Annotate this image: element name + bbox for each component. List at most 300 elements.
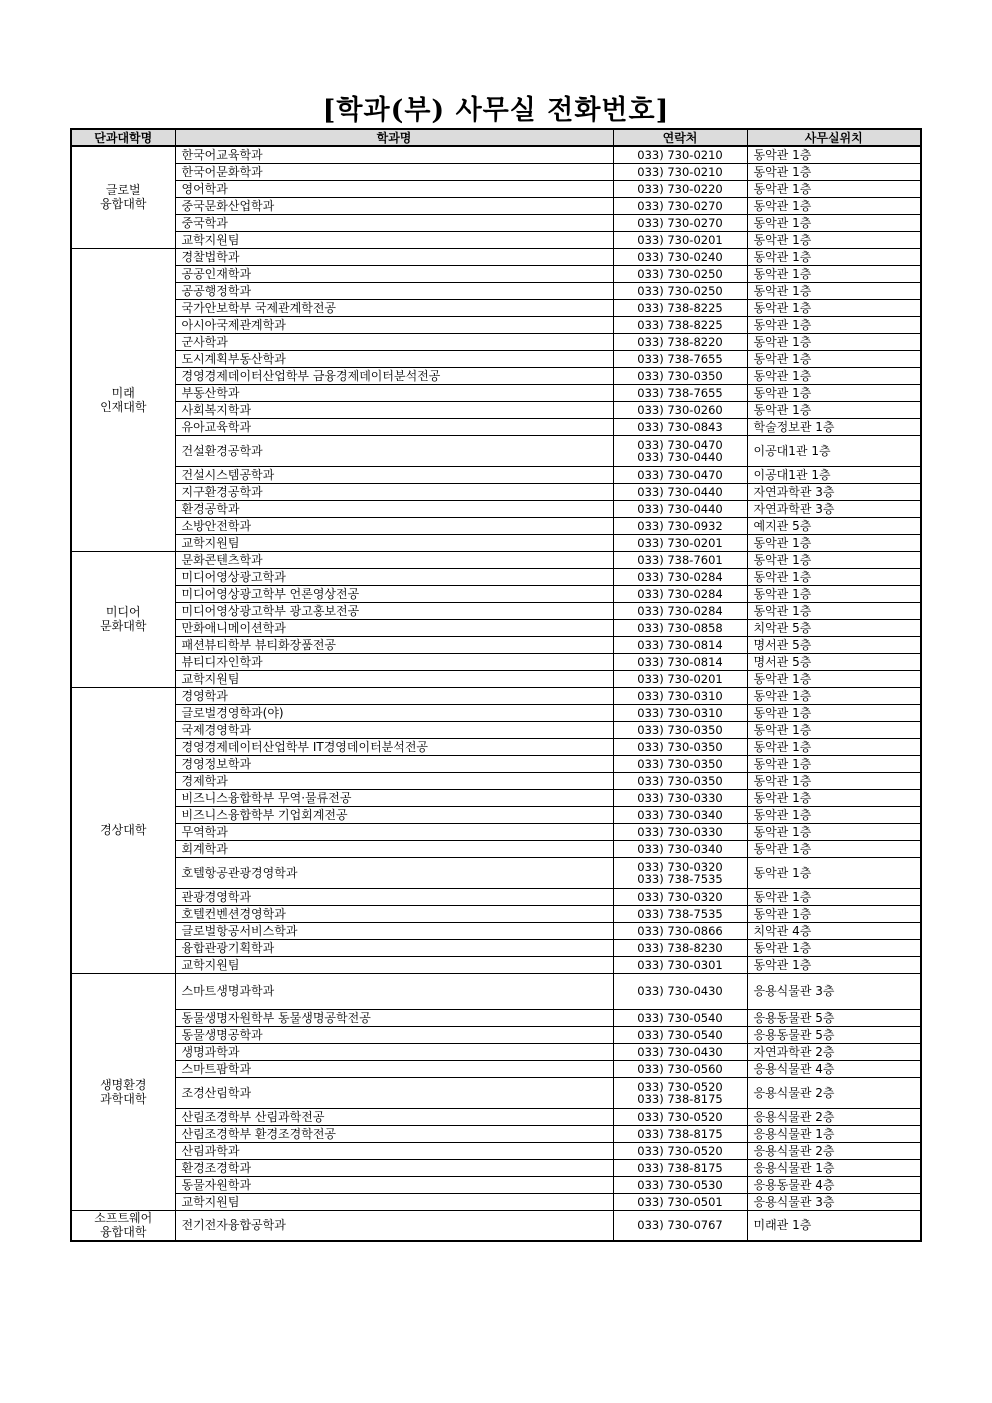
department-name: 미디어영상광고학과 — [175, 568, 613, 585]
phone-number — [613, 367, 747, 384]
phone-number-line: 033) 730-0350 — [637, 739, 723, 754]
college-name — [71, 551, 175, 687]
table-row — [71, 299, 921, 316]
table-row — [71, 1009, 921, 1026]
phone-number-line: 033) 730-0440 — [637, 484, 723, 499]
phone-number — [613, 197, 747, 214]
phone-directory-table — [70, 128, 922, 1242]
table-row — [71, 483, 921, 500]
office-location: 동악관 1층 — [747, 823, 921, 840]
phone-number — [613, 585, 747, 602]
department-name: 동물생명자원학부 동물생명공학전공 — [175, 1009, 613, 1026]
department-name: 지구환경공학과 — [175, 483, 613, 500]
phone-number-line: 033) 730-0858 — [637, 620, 723, 635]
phone-number — [613, 939, 747, 956]
phone-number-line: 033) 730-0301 — [637, 957, 723, 972]
phone-number — [613, 214, 747, 231]
phone-number — [613, 180, 747, 197]
office-location: 동악관 1층 — [747, 197, 921, 214]
office-location: 동악관 1층 — [747, 888, 921, 905]
department-name: 동물생명공학과 — [175, 1026, 613, 1043]
office-location: 동악관 1층 — [747, 214, 921, 231]
office-location: 자연과학관 2층 — [747, 1043, 921, 1060]
phone-number — [613, 1060, 747, 1077]
phone-number-line: 033) 738-8230 — [637, 940, 723, 955]
office-location: 미래관 1층 — [747, 1210, 921, 1241]
office-location: 자연과학관 3층 — [747, 500, 921, 517]
phone-number — [613, 483, 747, 500]
table-row — [71, 755, 921, 772]
phone-number — [613, 500, 747, 517]
phone-number — [613, 956, 747, 973]
department-name: 경영경제데이터산업학부 IT경영데이터분석전공 — [175, 738, 613, 755]
phone-number — [613, 687, 747, 704]
department-name: 경제학과 — [175, 772, 613, 789]
table-row — [71, 738, 921, 755]
phone-number — [613, 1176, 747, 1193]
header-office-location: 사무실위치 — [747, 129, 921, 146]
college-name-line: 미디어 — [105, 605, 141, 619]
phone-number-line: 033) 730-0320 — [637, 889, 723, 904]
office-location: 동악관 1층 — [747, 721, 921, 738]
phone-number-line: 033) 730-0260 — [637, 402, 723, 417]
department-name: 공공행정학과 — [175, 282, 613, 299]
department-name: 교학지원팀 — [175, 956, 613, 973]
table-row — [71, 384, 921, 401]
table-row — [71, 956, 921, 973]
table-row — [71, 840, 921, 857]
phone-number-line: 033) 730-0210 — [637, 147, 723, 162]
phone-number — [613, 248, 747, 265]
phone-number-line: 033) 730-0767 — [637, 1218, 723, 1233]
table-row — [71, 922, 921, 939]
table-row — [71, 146, 921, 163]
office-location: 응용식물관 2층 — [747, 1108, 921, 1125]
table-row — [71, 1159, 921, 1176]
phone-number-line: 033) 738-7535 — [637, 871, 723, 886]
college-name-line: 인재대학 — [100, 399, 147, 414]
phone-number — [613, 1043, 747, 1060]
office-location: 동악관 1층 — [747, 956, 921, 973]
office-location: 동악관 1층 — [747, 840, 921, 857]
phone-number-line: 033) 730-0350 — [637, 722, 723, 737]
phone-number-line: 033) 738-7535 — [637, 906, 723, 921]
table-row — [71, 1193, 921, 1210]
department-name: 산림조경학부 산림과학전공 — [175, 1108, 613, 1125]
phone-number-line: 033) 730-0866 — [637, 923, 723, 938]
table-row — [71, 350, 921, 367]
phone-number-line: 033) 730-0330 — [637, 824, 723, 839]
department-name: 글로벌경영학과(야) — [175, 704, 613, 721]
phone-number — [613, 231, 747, 248]
college-name-line: 생명환경 — [100, 1077, 147, 1092]
phone-number — [613, 146, 747, 163]
phone-number-line: 033) 730-0320 — [637, 859, 723, 874]
office-location: 동악관 1층 — [747, 551, 921, 568]
department-name: 산림과학과 — [175, 1142, 613, 1159]
phone-number — [613, 333, 747, 350]
department-name: 산림조경학부 환경조경학전공 — [175, 1125, 613, 1142]
department-name: 융합관광기획학과 — [175, 939, 613, 956]
phone-number-line: 033) 730-0540 — [637, 1027, 723, 1042]
department-name: 유아교육학과 — [175, 418, 613, 435]
department-name: 경영정보학과 — [175, 755, 613, 772]
phone-number-line: 033) 730-0201 — [637, 232, 723, 247]
department-name: 교학지원팀 — [175, 1193, 613, 1210]
office-location: 응용식물관 4층 — [747, 1060, 921, 1077]
table-row — [71, 197, 921, 214]
phone-number-line: 033) 730-0430 — [637, 984, 723, 998]
table-row — [71, 231, 921, 248]
header-row — [71, 129, 921, 146]
phone-number-line: 033) 730-0530 — [637, 1177, 723, 1192]
phone-number-line: 033) 730-0210 — [637, 164, 723, 179]
department-name: 국제경영학과 — [175, 721, 613, 738]
department-name: 부동산학과 — [175, 384, 613, 401]
phone-number-line: 033) 730-0350 — [637, 773, 723, 788]
header-phone: 연락처 — [613, 129, 747, 146]
phone-number — [613, 973, 747, 1009]
table-row — [71, 939, 921, 956]
office-location: 동악관 1층 — [747, 789, 921, 806]
college-name-line: 과학대학 — [100, 1091, 147, 1106]
phone-number — [613, 551, 747, 568]
college-name-line: 융합대학 — [100, 197, 147, 212]
department-name: 경찰법학과 — [175, 248, 613, 265]
phone-number — [613, 316, 747, 333]
department-name: 한국어문화학과 — [175, 163, 613, 180]
office-location: 동악관 1층 — [747, 585, 921, 602]
table-row — [71, 585, 921, 602]
table-row — [71, 180, 921, 197]
phone-number — [613, 772, 747, 789]
college-name-line: 글로벌 — [105, 183, 141, 198]
office-location: 동악관 1층 — [747, 806, 921, 823]
office-location: 동악관 1층 — [747, 602, 921, 619]
office-location: 동악관 1층 — [747, 316, 921, 333]
department-name: 영어학과 — [175, 180, 613, 197]
table-row — [71, 214, 921, 231]
office-location: 동악관 1층 — [747, 534, 921, 551]
office-location: 동악관 1층 — [747, 939, 921, 956]
table-row — [71, 1176, 921, 1193]
phone-number-line: 033) 730-0440 — [637, 501, 723, 516]
department-name: 전기전자융합공학과 — [175, 1210, 613, 1241]
office-location: 치악관 4층 — [747, 922, 921, 939]
office-location: 동악관 1층 — [747, 755, 921, 772]
table-row — [71, 500, 921, 517]
office-location: 동악관 1층 — [747, 163, 921, 180]
phone-number — [613, 721, 747, 738]
phone-number — [613, 282, 747, 299]
phone-number-line: 033) 738-7655 — [637, 385, 723, 400]
department-name: 회계학과 — [175, 840, 613, 857]
department-name: 경영경제데이터산업학부 금융경제데이터분석전공 — [175, 367, 613, 384]
phone-number-line: 033) 730-0330 — [637, 790, 723, 805]
phone-number-line: 033) 730-0340 — [637, 807, 723, 822]
department-name: 스마트생명과학과 — [175, 973, 613, 1009]
department-name: 문화콘텐츠학과 — [175, 551, 613, 568]
phone-number — [613, 888, 747, 905]
table-row — [71, 973, 921, 1009]
department-name: 만화애니메이션학과 — [175, 619, 613, 636]
department-name: 교학지원팀 — [175, 670, 613, 687]
phone-number — [613, 163, 747, 180]
table-row — [71, 1077, 921, 1108]
phone-number-line: 033) 730-0440 — [637, 449, 723, 464]
office-location: 동악관 1층 — [747, 687, 921, 704]
phone-number — [613, 265, 747, 282]
header-college: 단과대학명 — [71, 129, 175, 146]
table-row — [71, 721, 921, 738]
college-name — [71, 973, 175, 1210]
phone-number — [613, 653, 747, 670]
phone-number — [613, 1125, 747, 1142]
phone-number-line: 033) 730-0284 — [637, 569, 723, 584]
table-row — [71, 333, 921, 350]
phone-number-line: 033) 738-8225 — [637, 317, 723, 332]
office-location: 동악관 1층 — [747, 248, 921, 265]
office-location: 응용식물관 2층 — [747, 1077, 921, 1108]
office-location: 응용식물관 1층 — [747, 1125, 921, 1142]
office-location: 응용식물관 3층 — [747, 1193, 921, 1210]
phone-number-line: 033) 730-0814 — [637, 654, 723, 669]
phone-number-line: 033) 730-0284 — [637, 586, 723, 601]
department-name: 동물자원학과 — [175, 1176, 613, 1193]
office-location: 응용동물관 5층 — [747, 1026, 921, 1043]
phone-number — [613, 670, 747, 687]
college-name-line: 경상대학 — [100, 823, 147, 837]
phone-number-line: 033) 730-0520 — [637, 1143, 723, 1158]
header-department: 학과명 — [175, 129, 613, 146]
office-location: 동악관 1층 — [747, 299, 921, 316]
phone-number-line: 033) 730-0220 — [637, 181, 723, 196]
table-row — [71, 670, 921, 687]
department-name: 환경공학과 — [175, 500, 613, 517]
phone-number-line: 033) 730-0340 — [637, 841, 723, 856]
table-row — [71, 466, 921, 483]
office-location: 응용식물관 3층 — [747, 973, 921, 1009]
department-name: 미디어영상광고학부 광고홍보전공 — [175, 602, 613, 619]
table-row — [71, 1108, 921, 1125]
college-name — [71, 687, 175, 973]
department-name: 뷰티디자인학과 — [175, 653, 613, 670]
phone-number-line: 033) 738-7601 — [637, 552, 723, 567]
phone-number — [613, 299, 747, 316]
phone-number-line: 033) 730-0430 — [637, 1044, 723, 1059]
table-row — [71, 401, 921, 418]
office-location: 동악관 1층 — [747, 772, 921, 789]
department-name: 국가안보학부 국제관계학전공 — [175, 299, 613, 316]
phone-number — [613, 466, 747, 483]
phone-number-line: 033) 730-0520 — [637, 1109, 723, 1124]
office-location: 동악관 1층 — [747, 384, 921, 401]
table-row — [71, 905, 921, 922]
department-name: 아시아국제관계학과 — [175, 316, 613, 333]
phone-number — [613, 1159, 747, 1176]
phone-number-line: 033) 738-7655 — [637, 351, 723, 366]
department-name: 관광경영학과 — [175, 888, 613, 905]
table-row — [71, 517, 921, 534]
table-row — [71, 1043, 921, 1060]
department-name: 패션뷰티학부 뷰티화장품전공 — [175, 636, 613, 653]
office-location: 동악관 1층 — [747, 738, 921, 755]
department-name: 도시계획부동산학과 — [175, 350, 613, 367]
table-row — [71, 619, 921, 636]
office-location: 이공대1관 1층 — [747, 466, 921, 483]
phone-number — [613, 1077, 747, 1108]
office-location: 동악관 1층 — [747, 146, 921, 163]
office-location: 동악관 1층 — [747, 367, 921, 384]
phone-number — [613, 738, 747, 755]
phone-number — [613, 1193, 747, 1210]
department-name: 중국문화산업학과 — [175, 197, 613, 214]
department-name: 생명과학과 — [175, 1043, 613, 1060]
phone-number-line: 033) 730-0310 — [637, 705, 723, 720]
table-row — [71, 636, 921, 653]
table-row — [71, 857, 921, 888]
office-location: 이공대1관 1층 — [747, 435, 921, 466]
department-name: 교학지원팀 — [175, 534, 613, 551]
table-row — [71, 704, 921, 721]
phone-number — [613, 922, 747, 939]
office-location: 동악관 1층 — [747, 670, 921, 687]
table-row — [71, 282, 921, 299]
phone-number-line: 033) 730-0270 — [637, 198, 723, 213]
office-location: 동악관 1층 — [747, 857, 921, 888]
table-row — [71, 602, 921, 619]
phone-number-line: 033) 738-8175 — [637, 1091, 723, 1106]
phone-number-line: 033) 738-8225 — [637, 300, 723, 315]
office-location: 동악관 1층 — [747, 350, 921, 367]
table-body — [71, 146, 921, 1241]
phone-number — [613, 857, 747, 888]
table-row — [71, 435, 921, 466]
office-location: 치악관 5층 — [747, 619, 921, 636]
office-location: 동악관 1층 — [747, 568, 921, 585]
table-row — [71, 653, 921, 670]
phone-number-line: 033) 730-0843 — [637, 419, 723, 434]
phone-number-line: 033) 730-0350 — [637, 368, 723, 383]
table-row — [71, 568, 921, 585]
phone-number-line: 033) 730-0814 — [637, 637, 723, 652]
phone-number-line: 033) 730-0201 — [637, 671, 723, 686]
phone-number-line: 033) 730-0284 — [637, 603, 723, 618]
office-location: 응용동물관 5층 — [747, 1009, 921, 1026]
phone-number — [613, 435, 747, 466]
college-name-line: 소프트웨어 — [94, 1211, 153, 1226]
office-location: 동악관 1층 — [747, 180, 921, 197]
phone-number — [613, 350, 747, 367]
department-name: 비즈니스융합학부 무역·물류전공 — [175, 789, 613, 806]
table-row — [71, 1026, 921, 1043]
office-location: 응용식물관 1층 — [747, 1159, 921, 1176]
table-row — [71, 1060, 921, 1077]
table-row — [71, 1210, 921, 1241]
phone-number-line: 033) 730-0350 — [637, 756, 723, 771]
phone-number-line: 033) 738-8175 — [637, 1160, 723, 1175]
office-location: 명서관 5층 — [747, 636, 921, 653]
department-name: 건설환경공학과 — [175, 435, 613, 466]
college-name — [71, 1210, 175, 1241]
phone-number — [613, 384, 747, 401]
office-location: 동악관 1층 — [747, 282, 921, 299]
phone-number — [613, 840, 747, 857]
office-location: 예지관 5층 — [747, 517, 921, 534]
phone-number — [613, 619, 747, 636]
phone-number-line: 033) 738-8220 — [637, 334, 723, 349]
department-name: 호텔컨벤션경영학과 — [175, 905, 613, 922]
table-row — [71, 534, 921, 551]
page-title: [학과(부) 사무실 전화번호] — [322, 95, 670, 126]
phone-number-line: 033) 730-0470 — [637, 467, 723, 482]
phone-number-line: 033) 730-0201 — [637, 535, 723, 550]
table-row — [71, 1125, 921, 1142]
phone-number — [613, 568, 747, 585]
department-name: 비즈니스융합학부 기업회계전공 — [175, 806, 613, 823]
office-location: 동악관 1층 — [747, 401, 921, 418]
table-row — [71, 789, 921, 806]
department-name: 무역학과 — [175, 823, 613, 840]
department-name: 스마트팜학과 — [175, 1060, 613, 1077]
office-location: 학술정보관 1층 — [747, 418, 921, 435]
phone-number-line: 033) 730-0240 — [637, 249, 723, 264]
phone-number-line: 033) 730-0520 — [637, 1079, 723, 1094]
phone-number-line: 033) 738-8175 — [637, 1126, 723, 1141]
table-row — [71, 367, 921, 384]
college-name-line: 문화대학 — [100, 619, 147, 633]
department-name: 환경조경학과 — [175, 1159, 613, 1176]
table-row — [71, 418, 921, 435]
department-name: 조경산림학과 — [175, 1077, 613, 1108]
phone-number — [613, 1108, 747, 1125]
office-location: 동악관 1층 — [747, 231, 921, 248]
department-name: 글로벌항공서비스학과 — [175, 922, 613, 939]
table-row — [71, 888, 921, 905]
phone-number — [613, 806, 747, 823]
office-location: 동악관 1층 — [747, 265, 921, 282]
department-name: 교학지원팀 — [175, 231, 613, 248]
department-name: 중국학과 — [175, 214, 613, 231]
phone-number — [613, 905, 747, 922]
table-row — [71, 806, 921, 823]
phone-number — [613, 823, 747, 840]
college-name — [71, 146, 175, 248]
phone-number — [613, 517, 747, 534]
table-row — [71, 248, 921, 265]
phone-number — [613, 401, 747, 418]
office-location: 동악관 1층 — [747, 333, 921, 350]
department-name: 미디어영상광고학부 언론영상전공 — [175, 585, 613, 602]
phone-number-line: 033) 730-0540 — [637, 1010, 723, 1025]
phone-number-line: 033) 730-0250 — [637, 283, 723, 298]
phone-number-line: 033) 730-0250 — [637, 266, 723, 281]
department-name: 호텔항공관광경영학과 — [175, 857, 613, 888]
department-name: 군사학과 — [175, 333, 613, 350]
office-location: 응용동물관 4층 — [747, 1176, 921, 1193]
department-name: 한국어교육학과 — [175, 146, 613, 163]
phone-number — [613, 418, 747, 435]
table-row — [71, 551, 921, 568]
phone-number-line: 033) 730-0560 — [637, 1061, 723, 1076]
table-row — [71, 687, 921, 704]
phone-number-line: 033) 730-0932 — [637, 518, 723, 533]
department-name: 공공인재학과 — [175, 265, 613, 282]
phone-number-line: 033) 730-0270 — [637, 215, 723, 230]
table-row — [71, 163, 921, 180]
department-name: 경영학과 — [175, 687, 613, 704]
phone-number — [613, 1142, 747, 1159]
